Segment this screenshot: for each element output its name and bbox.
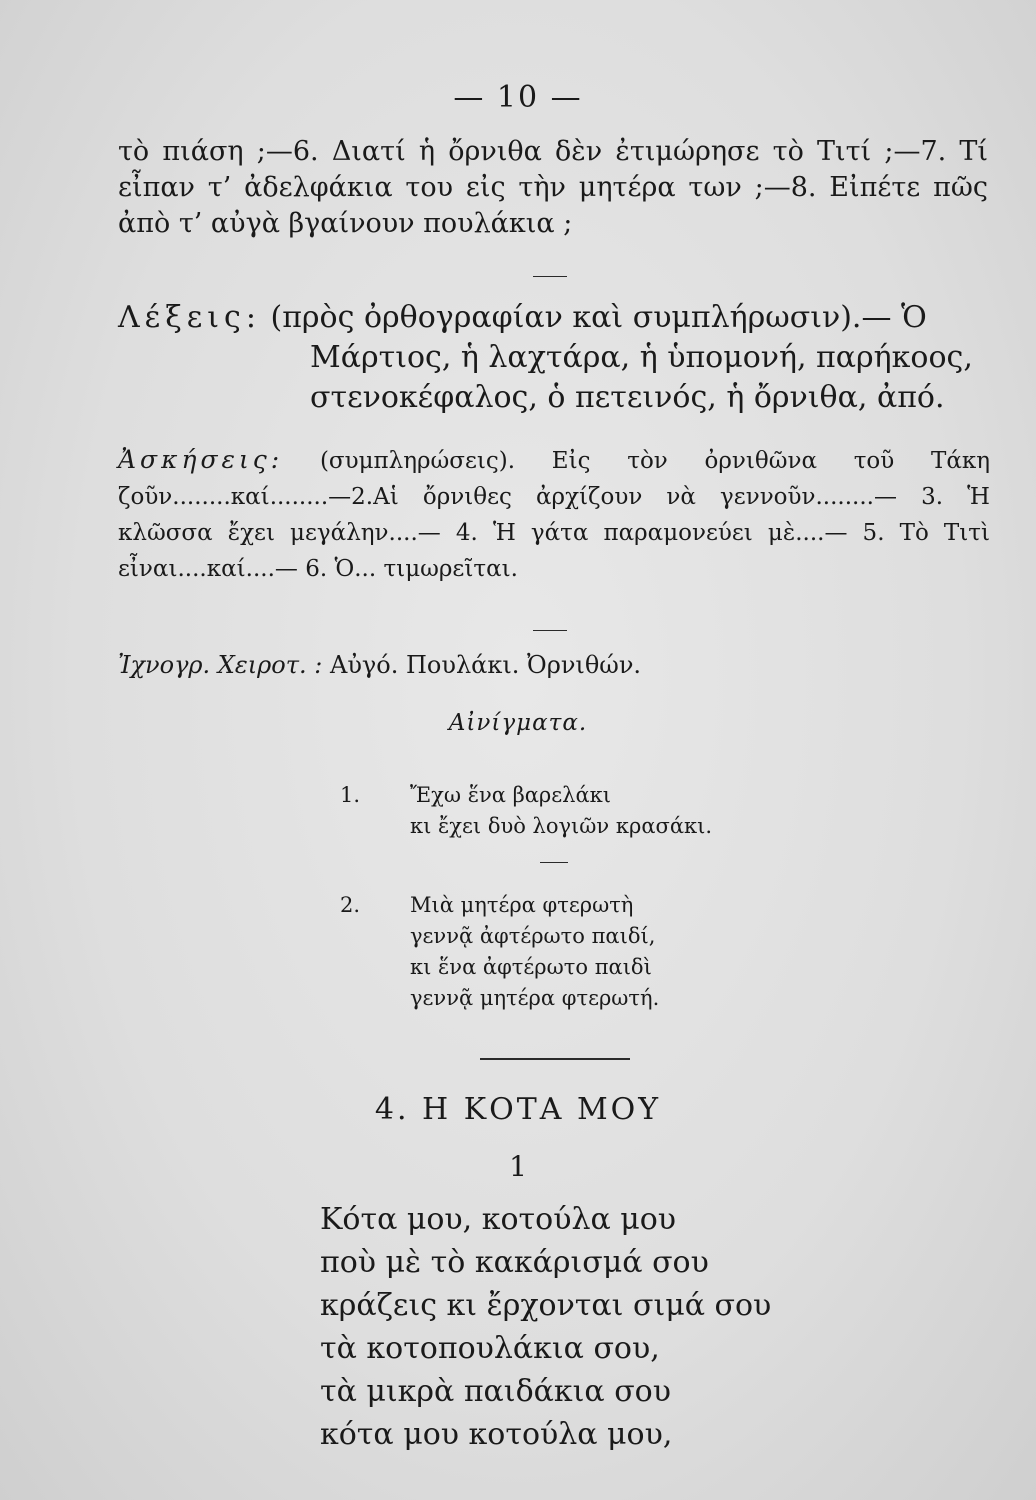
vocabulary-section (118, 298, 998, 418)
riddle-line: κι ἔχει δυὸ λογιῶν κρασάκι. (410, 814, 713, 838)
drawing-label: Ἰχνογρ. Χειροτ. : (118, 651, 323, 679)
poem (320, 1198, 771, 1456)
poem-line: Κότα μου, κοτούλα μου (320, 1202, 677, 1237)
poem-line: ποὺ μὲ τὸ κακάρισμά σου (320, 1245, 709, 1280)
riddles-title: Αἰνίγματα. (448, 710, 588, 736)
riddle-1 (340, 780, 712, 842)
poem-line: τὰ κοτοπουλάκια σου, (320, 1331, 660, 1366)
poem-line: τὰ μικρὰ παιδάκια σου (320, 1374, 671, 1409)
separator-line (533, 630, 567, 631)
exercises-label: Ἀσκήσεις: (118, 445, 284, 474)
drawing-text: Αὐγό. Πουλάκι. Ὀρνιθών. (330, 651, 642, 679)
questions-paragraph: τὸ πιάση ;—6. Διατί ἡ ὄρνιθα δὲν ἐτιμώρησε τὸ Τιτί ;—7. Τί εἶπαν τ’ ἀδελφάκια του εἰς τὴν μητέρα των ;—8. Εἰπέτε πῶς ἀπὸ τ’ αὐγὰ βγαίνουν πουλάκια ; (118, 136, 988, 239)
poem-line: κράζεις κι ἔρχονται σιμά σου (320, 1288, 772, 1323)
vocabulary-line-3: στενοκέφαλος, ὁ πετεινός, ἡ ὄρνιθα, ἀπό. (310, 380, 945, 415)
riddle-line: κι ἕνα ἀφτέρωτο παιδὶ (410, 955, 652, 979)
poem-line: κότα μου κοτούλα μου, (320, 1417, 673, 1452)
section-divider (480, 1058, 630, 1060)
page-number: — 10 — (453, 80, 583, 115)
chapter-title: 4. Η ΚΟΤΑ ΜΟΥ (374, 1092, 662, 1127)
riddle-number: 2. (340, 893, 361, 917)
section-number: 1 (509, 1150, 527, 1183)
riddle-line: γεννᾷ ἀφτέρωτο παιδί, (410, 924, 656, 948)
riddle-number: 1. (340, 783, 361, 807)
separator-line (533, 276, 567, 277)
riddle-line: Μιὰ μητέρα φτερωτὴ (410, 893, 634, 917)
vocabulary-line-1: (πρὸς ὀρθογραφίαν καὶ συμπλήρωσιν).— Ὁ (270, 300, 927, 335)
riddle-2 (340, 890, 659, 1014)
riddle-line: γεννᾷ μητέρα φτερωτή. (410, 986, 660, 1010)
vocabulary-line-2: Μάρτιος, ἡ λαχτάρα, ἡ ὑπομονή, παρήκοος, (310, 340, 973, 375)
exercises-section (118, 442, 990, 587)
vocabulary-label: Λέξεις: (118, 300, 261, 335)
exercises-text: (συμπληρώσεις). Εἰς τὸν ὀρνιθῶνα τοῦ Τάκη ζοῦν........καί........—2.Αἱ ὄρνιθες ἀρχίζουν νὰ γεννοῦν........— 3. Ἡ κλῶσσα ἔχει μεγάλην....— 4. Ἡ γάτα παραμονεύει μὲ....— 5. Τὸ Τιτὶ εἶναι....καί....— 6. Ὁ... τιμωρεῖται. (118, 448, 991, 582)
separator-line (540, 862, 568, 863)
drawing-section (118, 648, 988, 682)
riddle-line: Ἔχω ἕνα βαρελάκι (410, 783, 611, 807)
